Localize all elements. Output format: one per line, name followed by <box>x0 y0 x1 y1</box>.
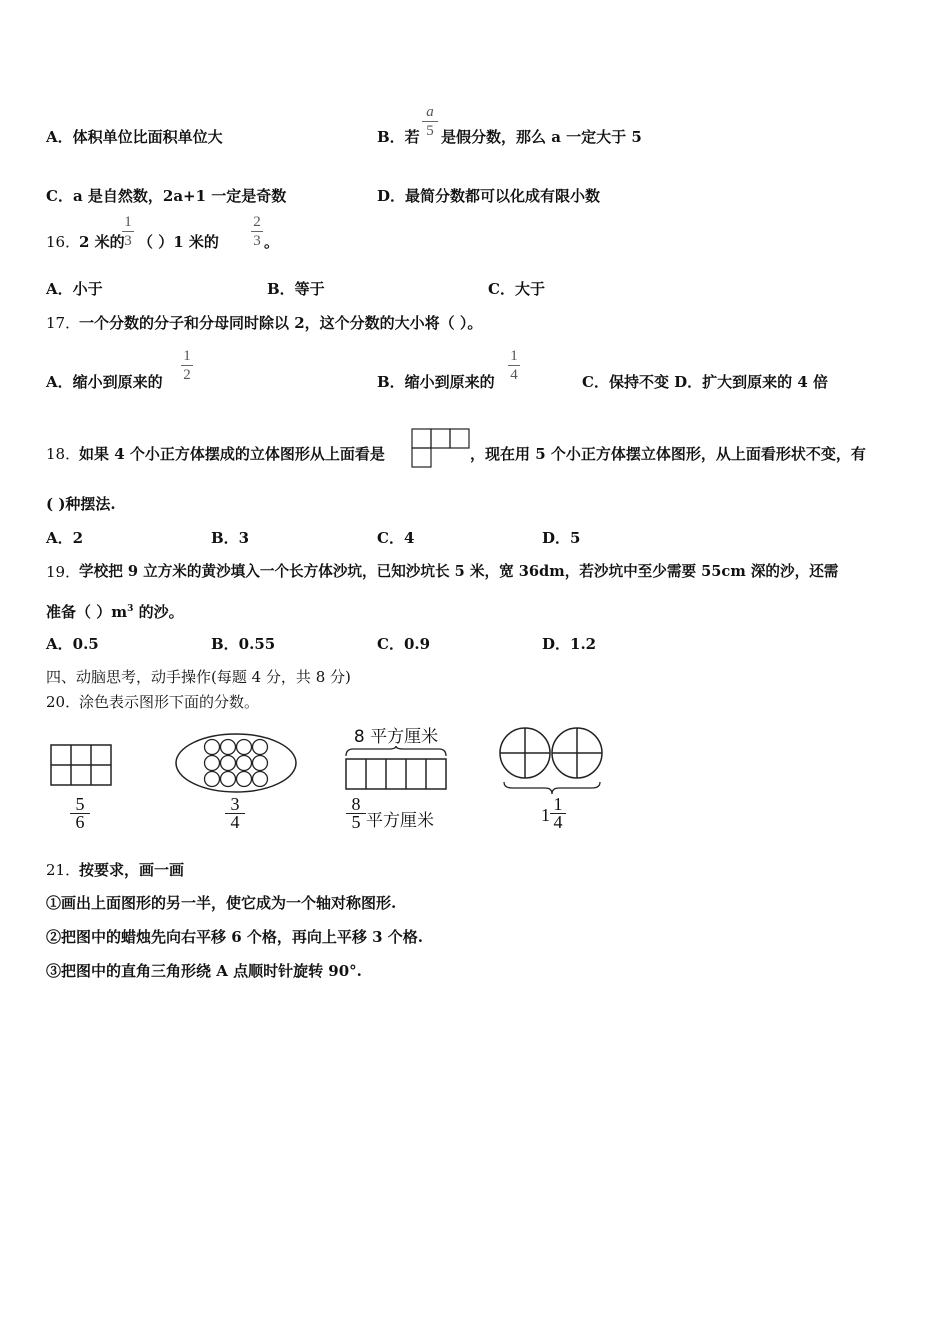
q18-option-d: D．5 <box>542 529 581 547</box>
q15-option-b-fraction: a 5 <box>422 104 438 139</box>
q17-number: 17． <box>46 314 81 332</box>
q20-fig4-circles-brace <box>498 726 608 796</box>
q20-fig3-top-label: 8 平方厘米 <box>353 727 439 747</box>
q19-line1: 学校把 9 立方米的黄沙填入一个长方体沙坑，已知沙坑长 5 米，宽 36dm，若沙坑中至少需要 55cm 深的沙，还需 <box>79 563 839 580</box>
q18-option-b: B．3 <box>211 529 250 547</box>
q19-option-c: C．0.9 <box>377 635 431 653</box>
q15-option-b-prefix: B．若 <box>377 128 420 146</box>
q17-option-a: A．缩小到原来的 <box>46 373 163 391</box>
q17-option-b-fraction: 1 4 <box>508 348 520 383</box>
q20-fig3-unit: 平方厘米 <box>366 811 434 831</box>
q20-fig3-brace-rectangle <box>345 746 447 792</box>
q18-text-post: ，现在用 5 个小正方体摆立体图形，从上面看形状不变，有 <box>470 445 866 463</box>
q17-option-b: B．缩小到原来的 <box>377 373 495 391</box>
q18-top-view-figure <box>411 428 471 468</box>
q17-option-a-fraction: 1 2 <box>181 348 193 383</box>
q19-option-b: B．0.55 <box>211 635 276 653</box>
q18-text-pre: 如果 4 个小正方体摆成的立体图形从上面看是 <box>79 445 385 463</box>
q20-fig2-fraction: 3 4 <box>225 796 245 831</box>
q18-line2: ( )种摆法. <box>46 495 116 513</box>
q15-option-a: A．体积单位比面积单位大 <box>46 128 223 146</box>
q16-number: 16． <box>46 233 81 251</box>
q19-line2: 准备（ ）$m^3$ 的沙。 <box>46 603 184 621</box>
q15-option-b-suffix: 是假分数，那么 a 一定大于 5 <box>441 128 642 146</box>
q20-fig1-grid-rectangle <box>50 744 112 786</box>
q18-number: 18． <box>46 445 81 463</box>
q20-text: 涂色表示图形下面的分数。 <box>79 693 260 711</box>
q18-option-a: A．2 <box>46 529 84 547</box>
q20-number: 20． <box>46 693 81 711</box>
q17-option-c-d: C．保持不变 D．扩大到原来的 4 倍 <box>582 373 829 391</box>
q21-item-1: ①画出上面图形的另一半，使它成为一个轴对称图形. <box>46 894 397 912</box>
q19-number: 19． <box>46 563 81 581</box>
q18-option-c: C．4 <box>377 529 415 547</box>
q16-fraction-2: 2 3 <box>251 214 263 249</box>
q21-number: 21． <box>46 861 81 879</box>
q20-fig4-fraction: 1 4 <box>550 796 566 831</box>
q20-fig1-fraction: 5 6 <box>70 796 90 831</box>
q16-option-c: C．大于 <box>488 280 545 298</box>
q16-fraction-1: 1 3 <box>122 214 134 249</box>
q19-option-d: D．1.2 <box>542 635 597 653</box>
q20-fig4-whole: 1 <box>541 805 550 825</box>
q16-text-pre: 2 米的 <box>79 233 125 251</box>
q20-fig3-fraction: 8 5 <box>346 796 366 831</box>
q21-text: 按要求，画一画 <box>79 861 185 879</box>
q15-option-d: D．最简分数都可以化成有限小数 <box>377 187 601 205</box>
q16-text-post: 。 <box>264 233 280 251</box>
q21-item-2: ②把图中的蜡烛先向右平移 6 个格，再向上平移 3 个格. <box>46 928 423 946</box>
q16-option-a: A．小于 <box>46 280 103 298</box>
q16-option-b: B．等于 <box>267 280 325 298</box>
q15-option-c: C．a 是自然数，2a+1 一定是奇数 <box>46 187 287 205</box>
q16-text-mid: （ ）1 米的 <box>138 233 219 251</box>
q20-fig2-ellipse-circles <box>175 733 299 795</box>
q17-text: 一个分数的分子和分母同时除以 2，这个分数的大小将（ ）。 <box>79 314 483 332</box>
q19-option-a: A．0.5 <box>46 635 99 653</box>
section-4-heading: 四、动脑思考，动手操作(每题 4 分，共 8 分) <box>46 668 351 686</box>
q21-item-3: ③把图中的直角三角形绕 A 点顺时针旋转 90°. <box>46 962 362 980</box>
